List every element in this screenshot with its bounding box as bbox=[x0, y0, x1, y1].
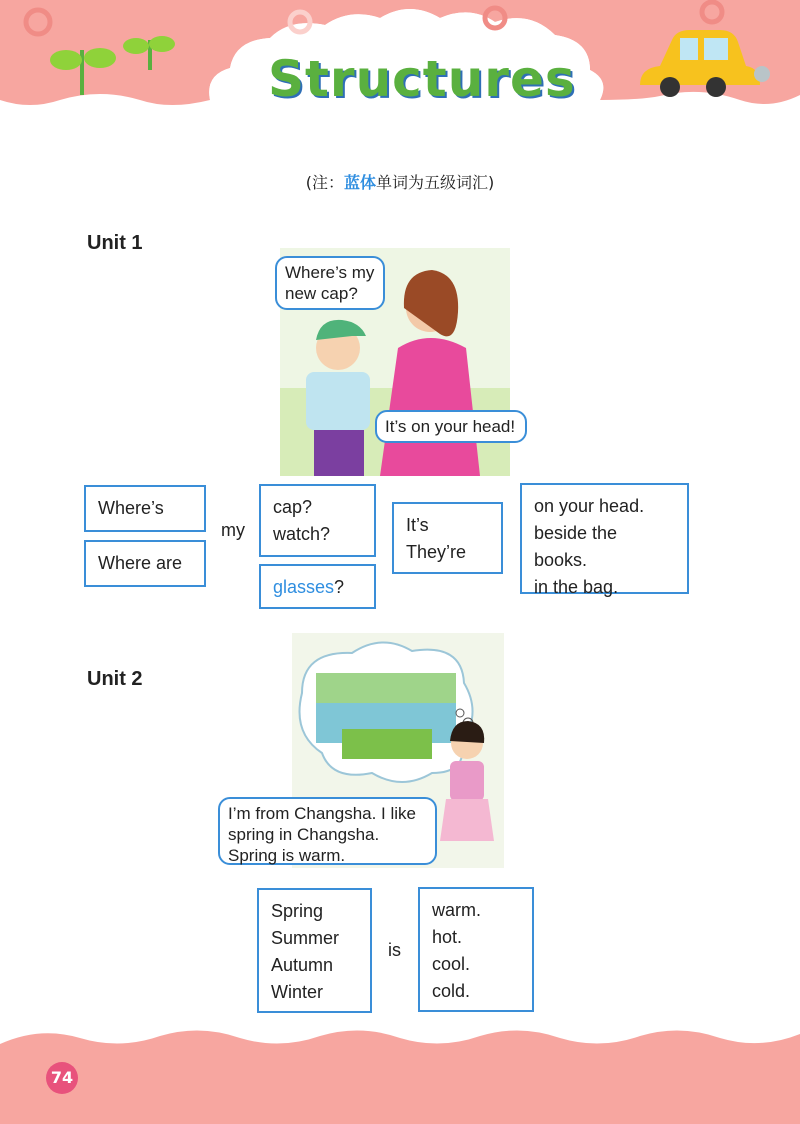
unit1-col3-item: It’s bbox=[406, 515, 429, 535]
unit1-col4-item: in the bag. bbox=[534, 577, 619, 597]
note-prefix: (注： bbox=[305, 173, 344, 192]
unit2-bubble: I’m from Changsha. I like spring in Changsha. Spring is warm. bbox=[218, 797, 437, 865]
unit1-col3-item: They’re bbox=[406, 542, 467, 562]
footer-band bbox=[0, 1020, 800, 1124]
unit2-col1-box bbox=[257, 888, 372, 1013]
page-title: Structures bbox=[268, 50, 576, 108]
unit1-col1-box2 bbox=[84, 540, 206, 587]
unit1-bubble-answer: It’s on your head! bbox=[375, 410, 527, 443]
unit1-col1-item: Where are bbox=[98, 553, 183, 573]
unit2-col1-item: Winter bbox=[271, 982, 324, 1002]
unit1-col1-box1 bbox=[84, 485, 206, 532]
unit2-col2-item: hot. bbox=[432, 927, 463, 947]
unit2-col2-item: cool. bbox=[432, 954, 471, 974]
note-highlight: 蓝体 bbox=[343, 173, 376, 192]
unit2-col1-item: Spring bbox=[271, 901, 324, 921]
vocab-note bbox=[0, 170, 800, 193]
unit2-col2-item: warm. bbox=[432, 900, 481, 920]
unit2-col2-item: cold. bbox=[432, 981, 471, 1001]
unit1-col2-box1 bbox=[259, 484, 376, 557]
unit1-col2-item: watch? bbox=[273, 524, 331, 544]
unit2-heading: Unit 2 bbox=[87, 668, 143, 690]
unit1-col2-item: cap? bbox=[273, 497, 313, 517]
unit1-col1-item: Where’s bbox=[98, 498, 164, 518]
page-number: 74 bbox=[46, 1062, 78, 1094]
unit1-col4-item: beside the books. bbox=[534, 523, 618, 570]
unit1-col2-blue-word: glasses bbox=[273, 577, 335, 597]
unit1-col2-blue-suffix: ? bbox=[334, 577, 345, 597]
unit1-col4-item: on your head. bbox=[534, 496, 645, 516]
unit1-col2-box2 bbox=[259, 564, 376, 609]
unit1-bubble-question: Where’s my new cap? bbox=[275, 256, 385, 310]
unit1-connector: my bbox=[221, 520, 245, 540]
unit2-connector: is bbox=[388, 940, 401, 960]
unit1-col4-box bbox=[520, 483, 689, 597]
unit2-col1-item: Autumn bbox=[271, 955, 334, 975]
unit2-col1-item: Summer bbox=[271, 928, 340, 948]
unit2-col2-box bbox=[418, 887, 534, 1012]
unit1-heading: Unit 1 bbox=[87, 232, 143, 254]
unit1-col3-box bbox=[392, 502, 503, 574]
note-suffix: 单词为五级词汇) bbox=[376, 173, 495, 192]
